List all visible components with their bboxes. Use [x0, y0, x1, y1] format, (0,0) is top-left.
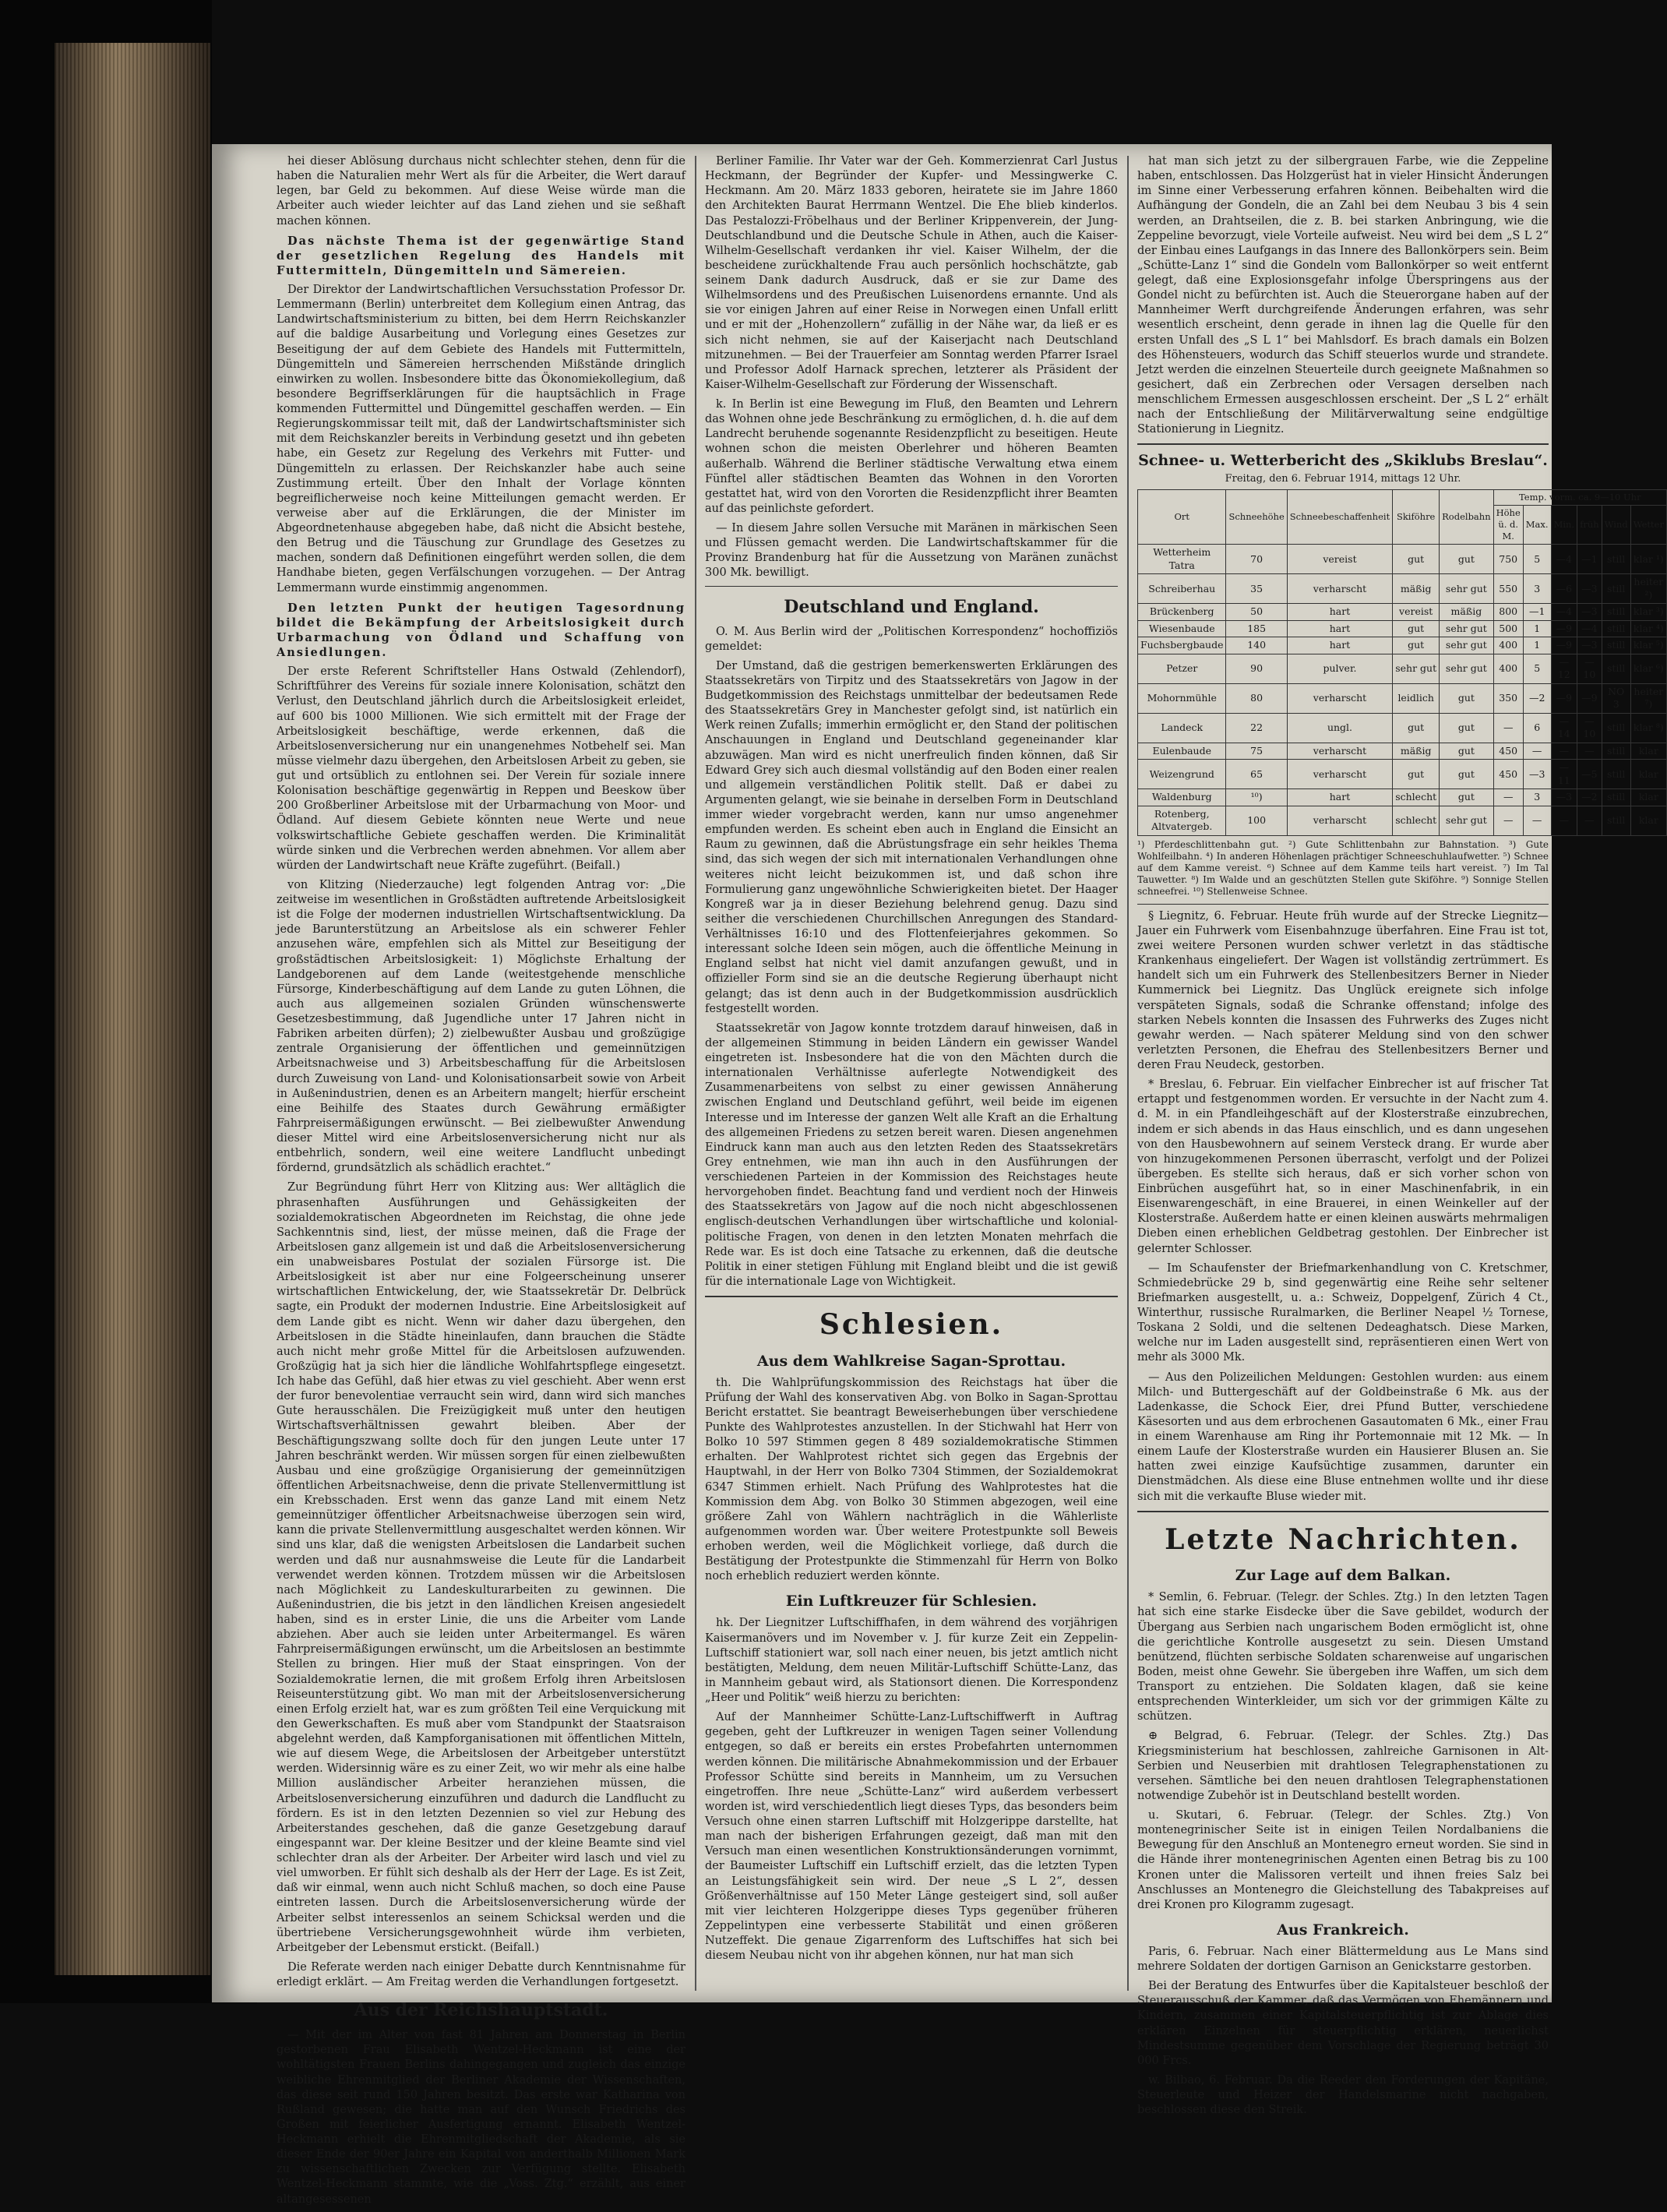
table-cell: still	[1602, 545, 1630, 574]
table-cell: sehr gut	[1393, 654, 1440, 683]
table-cell: verharscht	[1287, 760, 1392, 789]
table-cell: still	[1602, 760, 1630, 789]
table-header: Ort	[1138, 489, 1226, 545]
table-header: Temp. vorm. ca. 9—10 Uhr	[1493, 489, 1666, 505]
table-cell: sehr gut	[1440, 654, 1493, 683]
divider	[705, 1296, 1118, 1297]
table-cell: —3	[1577, 574, 1602, 604]
table-cell: —4	[1577, 620, 1602, 637]
table-cell: —	[1493, 806, 1523, 835]
table-cell: —10	[1577, 654, 1602, 683]
table-cell: Wetterheim Tatra	[1138, 545, 1226, 574]
table-cell: 1	[1523, 637, 1551, 654]
table-header: Rodelbahn	[1440, 489, 1493, 545]
paragraph: hei dieser Ablösung durchaus nicht schlechter stehen, denn für die haben die Naturalien mehr Wert als für die Arbeiter, die Wert darauf legen, bar Geld zu bekommen. Auf diese Weise würde man die Arbeiter auch wieder leichter auf das Land ziehen und sie seßhaft machen können.	[277, 155, 685, 228]
paragraph: — In diesem Jahre sollen Versuche mit Maränen in märkischen Seen und Flüssen gemacht werden. Die Landwirtschaftskammer für die Provinz Brandenburg hat für die Aussetzung von Maränen zunächst 300 Mk. bewilligt.	[705, 522, 1118, 580]
table-cell: 70	[1226, 545, 1287, 574]
table-cell: —3	[1523, 760, 1551, 789]
table-cell: klar	[1630, 806, 1666, 835]
paragraph: Der Umstand, daß die gestrigen bemerkenswerten Erklärungen des Staatssekretärs von Tirpitz und des Staatssekretärs von Jagow in der Budgetkommission des Reichstags unmittelbar der bedeutsamen Rede des Staatssekretärs Grey in Manchester gefolgt sind, ist natürlich ein Werk reinen Zufalls; immerhin ermöglicht er, den Stand der politischen Anschauungen in England und Deutschland gegeneinander klar abzuwägen. Man wird es nicht unerfreulich finden können, daß Sir Edward Grey sich auch diesmal vollständig auf den Boden einer realen und allgemein verständlichen Politik stellt. Daß er dabei zu Argumenten gelangt, wie sie beinahe in derselben Form in Deutschland immer wieder vorgebracht werden, kann nur umso angenehmer empfunden werden. Es scheint eben auch in England die Einsicht an Raum zu gewinnen, daß die Abrüstungsfrage ein sehr heikles Thema sind, das sich wegen der sich mit internationalen Verhandlungen ohne weiteres nicht leicht beizukommen ist, und daß schon ihre Formulierung ganz ungewöhnliche Schwierigkeiten bietet. Der Haager Kongreß war ja in dieser Beziehung belehrend genug. Dazu sind seither die verschiedenen Churchillschen Anregungen des Standard-Verhältnisses 16:10 und des Flottenfeierjahres gekommen. So interessant solche Ideen sein mögen, auch die öffentliche Meinung in England selbst hat nicht viel damit anzufangen gewußt, und in offizieller Form sind sie an die deutsche Regierung überhaupt nicht gelangt; das ist denn auch in der Budgetkommission ausdrücklich festgestellt worden.	[705, 659, 1118, 1015]
table-cell: 800	[1493, 604, 1523, 621]
table-cell: still	[1602, 743, 1630, 760]
paragraph: u. Skutari, 6. Februar. (Telegr. der Schles. Ztg.) Von montenegrinischer Seite ist in einigen Teilen Nordalbaniens die Bewegung für den Anschluß an Montenegro erneut worden. Sie sind in die Hände ihrer montenegrinischen Agenten einen Betrag bis zu 100 Kronen unter die Malissoren verteilt und ihnen freies Salz bei Anschlusses an Montenegro die Gleichstellung des Tabakpreises auf drei Kronen pro Kilogramm zugesagt.	[1137, 1809, 1549, 1911]
section-heading: Deutschland und England.	[784, 596, 1039, 617]
paragraph: Zur Begründung führt Herr von Klitzing aus: Wer alltäglich die phrasenhaften Ausführungen und Gehässigkeiten der sozialdemokratischen Abgeordneten im Reichstag, die ohne jede Sachkenntnis sind, liest, der müsse meinen, daß die Frage der Arbeitslosen ganz allgemein ist und daß die Arbeitslosenversicherung ein unabweisbares Postulat der sozialen Fürsorge ist. Die Arbeitslosigkeit ist aber nur eine Folgeerscheinung unserer wirtschaftlichen Entwickelung, der, wie Staatssekretär Dr. Delbrück sagte, ein Produkt der modernen Industrie. Eine Arbeitslosigkeit auf dem Lande gibt es nicht. Wenn wir daher dazu übergehen, den Arbeitslosen in die Städte hineinlaufen, dann brauchen die Städte auch nicht mehr große Mittel für die Arbeitslosen aufzuwenden. Großzügig hat ja sich hier die ländliche Wohlfahrtspflege eingesetzt. Ich habe das Gefühl, daß hier etwas zu viel geschieht. Aber wenn erst der furor benevolentiae verraucht sein wird, dann wird sich manches Gute herausschälen. Die Freizügigkeit muß unter den heutigen Wirtschaftsverhältnissen gewahrt bleiben. Aber der Beschäftigungszwang sollte doch für den jungen Leute unter 17 Jahren beschränkt werden. Wir müssen sorgen für einen zielbewußten Ausbau und eine großzügige Organisierung der gemeinnützigen öffentlichen Arbeitsnachweise, denn die private Stellenvermittlung ist ein Krebsschaden. Erst wenn das ganze Land mit einem Netz gemeinnütziger öffentlicher Arbeitsnachweise überzogen sein wird, kann die private Stellenvermittlung ausgeschaltet werden können. Wir sind uns klar, daß die wenigsten Arbeitslosen die Landarbeit suchen werden und daß nur ausnahmsweise die Leute für die Landarbeit verwendet werden können. Trotzdem müssen wir die Arbeitslosen nach Möglichkeit zu Landeskulturarbeiten zu gewinnen. Die Außenindustrien, die bis jetzt in den ländlichen Kreisen angesiedelt haben, sind es in erster Linie, die uns die Arbeiter vom Lande abziehen. Aber auch sie leiden unter Arbeitermangel. Es wären Fahrpreisermäßigungen erwünscht, um die Arbeitslosen an bestimmte Stellen zu bringen. Hier muß der Staat einspringen. Von der Sozialdemokratie lernen, die mit großem Erfolg ihren Arbeitslosen Reiseunterstützung gibt. Wo man mit der Arbeitslosenversicherung einen Erfolg erzielt hat, war es zum größten Teil eine Verquickung mit den Gewerkschaften. Es muß aber vom Standpunkt der Staatsraison abgelehnt werden, daß Kampforganisationen mit öffentlichen Mitteln, wie auf diesem Wege, die Arbeitslosen der Arbeitgeber unterstützt werden. Widersinnig wäre es zu einer Zeit, wo wir mehr als eine halbe Million ausländischer Arbeiter heranziehen müssen, die Arbeitslosenversicherung einzuführen und dadurch die Landflucht zu fördern. Es ist in den letzten Dezennien so viel zur Hebung des Arbeiterstandes geschehen, daß die ganze Gesetzgebung darauf eingespannt war. Der kleine Besitzer und der kleine Beamte sind viel schlechter dran als der Arbeiter. Der Arbeiter wird lasch und viel zu viel umworben. Er fühlt sich deshalb als der Herr der Lage. Es ist Zeit, daß wir einmal, wenn auch nicht Schluß machen, so doch eine Pause eintreten lassen. Durch die Arbeitslosenversicherung würde der Arbeiter selbst interessenlos an seinem Schicksal werden und die übertriebene Versicherungsgewohnheit würde ihm verbieten, Arbeitgeber der Lebensmut erstickt. (Beifall.)	[277, 1181, 685, 1954]
section-heading: Aus der Reichshauptstadt.	[354, 2000, 608, 2021]
section-lead: Das nächste Thema ist der gegenwärtige Stand der gesetzlichen Regelung des Handels mit Futtermitteln, Düngemitteln und Sämereien.	[277, 234, 685, 277]
table-cell: —4	[1551, 604, 1577, 621]
table-cell: Fuchsbergbaude	[1138, 637, 1226, 654]
table-cell: Weizengrund	[1138, 760, 1226, 789]
paragraph: Staatssekretär von Jagow konnte trotzdem darauf hinweisen, daß in der allgemeinen Stimmung in beiden Ländern ein gewisser Wandel eingetreten ist. Insbesondere hat die von den Mächten durch die internationalen Verhältnisse auferlegte Notwendigkeit des Zusammenarbeitens von selbst zu einer gewissen Annäherung zwischen England und Deutschland geführt, weil beide im eigenen Interesse und im Interesse der ganzen Welt alle Kraft an die Erhaltung des allgemeinen Friedens zu setzen bereit waren. Diesen angenehmen Eindruck kann man auch aus den letzten Reden des Staatssekretärs Grey entnehmen, wie man ihn auch in den Ausführungen der verschiedenen Parteien in der Kommission des Reichstages heute hervorgehoben findet. Beachtung fand und verdient noch der Hinweis des Staatssekretärs von Jagow auf die noch nicht abgeschlossenen englisch-deutschen Verhandlungen über wirtschaftliche und kolonial-politische Fragen, von denen in den letzten Monaten mehrfach die Rede war. Es ist doch eine Tatsache zu erkennen, daß die deutsche Politik in einer stetigen Fühlung mit England bleibt und die ist gewiß für die internationale Lage von Wichtigkeit.	[705, 1021, 1118, 1288]
table-cell: Schreiberhau	[1138, 574, 1226, 604]
table-cell: 750	[1493, 545, 1523, 574]
sub-heading: Aus dem Wahlkreise Sagan-Sprottau.	[756, 1352, 1066, 1370]
table-row	[1138, 789, 1667, 806]
table-cell: 3	[1523, 789, 1551, 806]
paragraph: Der Direktor der Landwirtschaftlichen Versuchsstation Professor Dr. Lemmermann (Berlin) unterbreitet dem Kollegium einen Antrag, das Landwirtschaftsministerium zu bitten, bei dem Herrn Reichskanzler auf die baldige Ausarbeitung und Vorlegung eines Gesetzes zur Beseitigung der auf dem Gebiete des Handels mit Futtermitteln, Düngemitteln und Sämereien herrschenden Mißstände dringlich einwirken zu wollen. Insbesondere bitte das Ökonomiekollegium, daß besondere Begriffserklärungen für die hauptsächlich in Frage kommenden Futtermittel und Düngemittel geschaffen werden. — Ein Regierungskommissar teilt mit, daß der Landwirtschaftsminister sich mit dem Reichskanzler bereits in Verbindung gesetzt und ihn gebeten habe, ein Gesetz zur Regelung des Verkehrs mit Futter- und Düngemitteln zu erlassen. Der Reichskanzler habe auch seine Zustimmung erteilt. Über den Inhalt der Vorlage könnten begreiflicherweise noch keine Mitteilungen gemacht werden. Er verweise aber auf die Erklärungen, die der Minister im Abgeordnetenhause abgegeben habe, daß nicht die Absicht bestehe, den Betrug und die Täuschung zur Grundlage des Gesetzes zu machen, sondern daß Definitionen eingeführt werden sollen, die dem Handhabe bieten, gegen Verfälschungen vorzugehen. — Der Antrag Lemmermann wurde einstimmig angenommen.	[277, 284, 685, 594]
divider	[1137, 443, 1549, 445]
table-cell: gut	[1440, 713, 1493, 743]
table-cell: schlecht	[1393, 806, 1440, 835]
table-cell: hart	[1287, 620, 1392, 637]
table-cell: Mohornmühle	[1138, 683, 1226, 713]
paragraph: k. In Berlin ist eine Bewegung im Fluß, den Beamten und Lehrern das Wohnen ohne jede Beschränkung zu ermöglichen, d. h. die auf dem Landrecht beruhende sogenannte Residenzpflicht zu beseitigen. Heute wohnen schon die meisten Oberlehrer und höheren Beamten außerhalb. Während die Berliner städtische Verwaltung etwa einem Fünftel aller städtischen Beamten das Wohnen in den Vororten gestattet hat, wird von den Vororten die Residenzpflicht ihrer Beamten auf das peinlichste gefordert.	[705, 398, 1118, 515]
table-cell: —	[1523, 743, 1551, 760]
table-cell: 450	[1493, 760, 1523, 789]
table-cell: klar ³)	[1630, 604, 1666, 621]
table-cell: Eulenbaude	[1138, 743, 1226, 760]
paragraph: Paris, 6. Februar. Nach einer Blättermeldung aus Le Mans sind mehrere Soldaten der dortigen Garnison an Genickstarre gestorben.	[1137, 1945, 1549, 1974]
table-cell: 5	[1523, 545, 1551, 574]
weather-report-date: Freitag, den 6. Februar 1914, mittags 12 Uhr.	[1225, 473, 1461, 485]
table-cell: gut	[1393, 637, 1440, 654]
table-cell: NO 3	[1602, 683, 1630, 713]
table-row	[1138, 604, 1667, 621]
paragraph: hat man sich jetzt zu der silbergrauen Farbe, wie die Zeppeline haben, entschlossen. Das Holzgerüst hat in vieler Hinsicht Änderungen im Sinne einer Verbesserung erfahren können. Beibehalten wird die Aufhängung der Gondeln, die an Zahl bei dem Neubau 3 bis 4 sein werden, an Drahtseilen, die z. B. bei starken Anbringung, wie die Zeppeline bevorzugt, viele Vorteile aufweist. Neu wird bei dem „S L 2“ der Einbau eines Laufgangs in das Innere des Ballonkörpers sein. Beim „Schütte-Lanz 1“ sind die Gondeln vom Ballonkörper so weit entfernt gelegt, daß eine Explosionsgefahr infolge Überspringens aus der Gondel nicht zu befürchten ist. Auch die Steuerorgane haben auf der Mannheimer Werft durchgreifende Änderungen erfahren, was sehr wesentlich erscheint, denn gerade in ihnen lag die Quelle für den ersten Unfall des „S L 1“ bei Mahlsdorf. Es brach damals ein Bolzen des Höhensteuers, wodurch das Schiff steuerlos wurde und strandete. Jetzt werden die einzelnen Steuerteile durch geeignete Maßnahmen so gesichert, daß ein Zerbrechen oder Versagen derselben nach menschlichem Ermessen ausgeschlossen erscheint. Der „S L 2“ erhält nach der Entschließung der Militärverwaltung seine endgültige Stationierung in Liegnitz.	[1137, 155, 1549, 436]
table-header: Wind	[1602, 505, 1630, 545]
table-cell: Rotenberg, Altvatergeb.	[1138, 806, 1226, 835]
table-cell: —2	[1523, 683, 1551, 713]
table-cell: —	[1493, 713, 1523, 743]
table-cell: hart	[1287, 637, 1392, 654]
table-row	[1138, 743, 1667, 760]
table-cell: —6	[1551, 574, 1577, 604]
table-cell: mäßig	[1393, 743, 1440, 760]
table-cell: leidlich	[1393, 683, 1440, 713]
table-cell: —	[1551, 743, 1577, 760]
paragraph: Die Referate werden nach einiger Debatte durch Kenntnisnahme für erledigt erklärt. — Am Freitag werden die Verhandlungen fortgesetzt.	[277, 1960, 685, 1988]
table-row	[1138, 574, 1667, 604]
column-2	[705, 154, 1118, 1968]
weather-table	[1137, 489, 1667, 836]
table-cell: 50	[1226, 604, 1287, 621]
table-header: Schneehöhe	[1226, 489, 1287, 545]
table-cell: ¹⁰)	[1226, 789, 1287, 806]
paragraph: Bei der Beratung des Entwurfes über die Kapitalsteuer beschloß der Steuerausschuß der Kammer, daß das Vermögen von Ehemännern und Kindern, zusammen einer Kapitalsteuerpflichtig ist zur Ablage dies erklären Einzelnen für steuerpflichtig erklären, neuerlichst Mindestsumme gegenüber dem Vorschlage der Regierung beträgt 30 000 Frcs.	[1137, 1980, 1549, 2067]
table-cell: still	[1602, 604, 1630, 621]
table-cell: —12	[1551, 654, 1577, 683]
table-cell: —5	[1577, 760, 1602, 789]
table-cell: 5	[1523, 654, 1551, 683]
table-cell: —1	[1523, 604, 1551, 621]
table-cell: hart	[1287, 789, 1392, 806]
table-cell: gut	[1440, 789, 1493, 806]
table-header: Skiföhre	[1393, 489, 1440, 545]
table-row	[1138, 683, 1667, 713]
column-rule-2	[1127, 156, 1129, 1991]
table-header: Wetter	[1630, 505, 1666, 545]
table-cell: —3	[1577, 604, 1602, 621]
paragraph: von Klitzing (Niederzauche) legt folgenden Antrag vor: „Die zeitweise im wesentlichen in Großstädten auftretende Arbeitslosigkeit ist die Folge der modernen industriellen Wirtschaftsentwicklung. Da jede Barunterstützung an Arbeitslose als ein schwerer Fehler anzusehen wäre, empfehlen sich als Mittel zur Beseitigung der großstädtischen Arbeitslosigkeit: 1) Möglichste Erhaltung der Landgeborenen auf dem Lande (weitestgehende menschliche Fürsorge, Kinderbeschäftigung auf dem Lande zu guten Löhnen, die auch aus allgemeinen sozialen Gründen wünschenswerte Gesetzesbestimmung, daß Jugendliche unter 17 Jahren nicht in Fabriken arbeiten dürfen); 2) zielbewußter Ausbau und großzügige zentrale Organisierung der öffentlichen und gemeinnützigen Arbeitsnachweise und 3) Arbeitsbeschaffung für die Arbeitslosen durch Zuweisung von Land- und Kolonisationsarbeit sowie von Arbeit in Außenindustrien, denen es an Arbeitern mangelt; hierfür erscheint eine Beihilfe des Staates durch Gewährung ermäßigter Fahrpreisermäßigungen erwünscht. — Bei zielbewußter Anwendung dieser Mittel wird eine Arbeitslosenversicherung nicht nur als entbehrlich, sondern, weil eine weitere Landflucht unbedingt fördernd, grundsätzlich als schädlich erachtet.“	[277, 878, 685, 1175]
column-1	[277, 154, 685, 2212]
table-cell: pulver.	[1287, 654, 1392, 683]
table-cell: —9	[1551, 637, 1577, 654]
table-cell: gut	[1393, 620, 1440, 637]
table-cell: klar ⁵)	[1630, 637, 1666, 654]
table-cell: —9	[1577, 683, 1602, 713]
sub-heading: Ein Luftkreuzer für Schlesien.	[785, 1593, 1038, 1610]
sub-heading: Aus Frankreich.	[1277, 1921, 1409, 1939]
table-row	[1138, 654, 1667, 683]
table-header: Schneebeschaffenheit	[1287, 489, 1392, 545]
table-cell: gut	[1440, 743, 1493, 760]
table-cell: vereist	[1393, 604, 1440, 621]
section-title: Letzte Nachrichten.	[1165, 1522, 1521, 1556]
table-cell: Brückenberg	[1138, 604, 1226, 621]
table-cell: Waldenburg	[1138, 789, 1226, 806]
table-header: Höhe ü. d. M.	[1493, 505, 1523, 545]
table-cell: still	[1602, 789, 1630, 806]
table-cell: ungl.	[1287, 713, 1392, 743]
table-cell: gut	[1393, 545, 1440, 574]
table-cell: heiter ⁷)	[1630, 683, 1666, 713]
table-header: Min.	[1551, 505, 1577, 545]
table-cell: verharscht	[1287, 683, 1392, 713]
table-cell: —1	[1577, 545, 1602, 574]
column-3	[1137, 154, 1664, 2122]
table-cell: still	[1602, 574, 1630, 604]
table-cell: —10	[1577, 713, 1602, 743]
table-cell: 185	[1226, 620, 1287, 637]
table-cell: 140	[1226, 637, 1287, 654]
paragraph: — Mit der im Alter von fast 81 Jahren am Donnerstag in Berlin gestorbenen Frau Elisabeth Wentzel-Heckmann ist eine der wohltätigsten Frauen Berlins dahingegangen und zugleich das einzige weibliche Ehrenmitglied der Berliner Akademie der Wissenschaften, das diese seit rund 150 Jahren besitzt. Das erste war Katharina von Rußland gewesen; die hatte man auf den Wunsch Friedrichs des Großen mit feierlicher Ausfertigung ernannt. Elisabeth Wentzel-Heckmann erhielt die Ehrenmitgliedschaft der Akademie, als sie dieser Ende der 90er Jahre ein Kapital von anderthalb Millionen Mark zu wissenschaftlichen Zwecken zur Verfügung stellte. Elisabeth Wentzel-Heckmann stammte, wie die „Voss. Ztg.“ erzählt, aus einer altangesessenen	[277, 2029, 685, 2206]
table-cell: klar ⁴)	[1630, 620, 1666, 637]
table-row	[1138, 620, 1667, 637]
table-cell: gut	[1440, 683, 1493, 713]
table-cell: —9	[1551, 620, 1577, 637]
weather-report-title: Schnee- u. Wetterbericht des „Skiklubs Breslau“.	[1138, 452, 1548, 470]
table-cell: schlecht	[1393, 789, 1440, 806]
divider	[705, 586, 1118, 587]
table-cell: gut	[1393, 713, 1440, 743]
table-cell: verharscht	[1287, 574, 1392, 604]
table-cell: 80	[1226, 683, 1287, 713]
table-cell: vereist	[1287, 545, 1392, 574]
table-cell: klar ⁶)	[1630, 654, 1666, 683]
table-cell: 3	[1523, 574, 1551, 604]
table-cell: 400	[1493, 637, 1523, 654]
table-cell: still	[1602, 620, 1630, 637]
table-cell: sehr gut	[1440, 637, 1493, 654]
table-cell: 1	[1523, 620, 1551, 637]
paragraph: — Im Schaufenster der Briefmarkenhandlung von C. Kretschmer, Schmiedebrücke 29 b, sind gegenwärtig eine Reihe sehr seltener Briefmarken ausgestellt, u. a.: Schweiz, Doppelgenf, Zürich 4 Ct., Winterthur, russische Ruralmarken, die Berliner Neapel ½ Tornese, Toskana 2 Soldi, und die seltenen Dedeaghatsch. Diese Marken, welche nur im Laden ausgestellt sind, repräsentieren einen Wert von mehr als 3000 Mk.	[1137, 1261, 1549, 1364]
table-cell: klar ⁸)	[1630, 713, 1666, 743]
table-cell: —3	[1577, 637, 1602, 654]
table-cell: sehr gut	[1440, 620, 1493, 637]
table-cell: klar	[1630, 789, 1666, 806]
table-row	[1138, 637, 1667, 654]
divider	[1137, 1511, 1549, 1512]
table-cell: 350	[1493, 683, 1523, 713]
section-lead: Den letzten Punkt der heutigen Tagesordnung bildet die Bekämpfung der Arbeitslosigkeit durch Urbarmachung von Ödland und Schaffung von Ansiedlungen.	[277, 601, 685, 659]
table-cell: —	[1551, 806, 1577, 835]
table-cell: still	[1602, 654, 1630, 683]
table-row	[1138, 760, 1667, 789]
table-cell: hart	[1287, 604, 1392, 621]
paragraph: — Aus den Polizeilichen Meldungen: Gestohlen wurden: aus einem Milch- und Buttergeschäft auf der Goldbeinstraße 6 Mk. aus der Ladenkasse, die Schock Eier, drei Pfund Butter, verschiedene Käsesorten und aus dem erbrochenen Gasautomaten 6 Mk., einer Frau in einem Warenhause am Ring ihr Portemonnaie mit 12 Mk. — In einem Laufe der Klosterstraße wurden ein Hausierer Blusen an. Sie hatten zwei einzige Kaufsüchtige zusammen, darunter ein Dienstmädchen. Als diese eine Bluse entnehmen wollte und ihr diese sich mit die verkaufte Bluse wieder mit.	[1137, 1371, 1549, 1503]
table-cell: klar ¹)	[1630, 545, 1666, 574]
table-cell: mäßig	[1440, 604, 1493, 621]
paragraph: * Breslau, 6. Februar. Ein vielfacher Einbrecher ist auf frischer Tat ertappt und festgenommen worden. Er versuchte in der Nacht zum 4. d. M. in ein Pfandleihgeschäft auf der Klosterstraße einzubrechen, indem er sich abends in das Haus einschlich, und es dann ungesehen von den Hausbewohnern auf seinem Versteck drang. Er wurde aber von hinzugekommenen Personen überrascht, verfolgt und der Polizei übergeben. Es stellte sich heraus, daß er sich vorher schon von Einbrüchen ausgeführt hat, so in einer Maschinenfabrik, in ein Eisenwarengeschäft, in eine Brauerei, in einen Weinkeller auf der Klosterstraße. Außerdem hatte er einen kleinen auswärts mehrmaligen Dieben einen erheblichen Geldbetrag gestohlen. Der Einbrecher ist gelernter Schlosser.	[1137, 1078, 1549, 1255]
book-page-edges	[55, 43, 210, 1975]
table-cell: klar	[1630, 743, 1666, 760]
table-cell: 35	[1226, 574, 1287, 604]
table-cell: sehr gut	[1440, 574, 1493, 604]
table-cell: —	[1577, 806, 1602, 835]
table-cell: —	[1523, 806, 1551, 835]
weather-footnotes: ¹) Pferdeschlittenbahn gut. ²) Gute Schlittenbahn zur Bahnstation. ³) Gute Wohlfeilbahn. ⁴) In anderen Höhenlagen prächtiger Schneeschuhlaufwetter. ⁵) Schnee auf dem Kamme vereist. ⁶) Schnee auf dem Kamme teils hart vereist. ⁷) Im Tal Tauwetter. ⁸) Im Walde und an geschützten Stellen gute Skiföhre. ⁹) Sonnige Stellen schneefrei. ¹⁰) Stellenweise Schnee.	[1137, 838, 1549, 897]
table-cell: verharscht	[1287, 743, 1392, 760]
paragraph: Berliner Familie. Ihr Vater war der Geh. Kommerzienrat Carl Justus Heckmann, der Begründer der Kupfer- und Messingwerke C. Heckmann. Am 20. März 1833 geboren, heiratete sie im Jahre 1860 den Architekten Baurat Herrmann Wentzel. Die Ehe blieb kinderlos. Das Pestalozzi-Fröbelhaus und der Berliner Krippenverein, der Jung-Deutschlandbund und die Deutsche Schule in Athen, auch die Kaiser-Wilhelm-Gesellschaft verdanken ihr viel. Kaiser Wilhelm, der die bescheidene zurückhaltende Frau auch persönlich hochschätzte, gab seinem Dank dadurch Ausdruck, daß er sie zur Dame des Wilhelmsordens und des Preußischen Luisenordens ernannte. Und als sie vor einigen Jahren auf einer Reise in Norwegen einen Unfall erlitt und er mit der „Hohenzollern“ zufällig in der Nähe war, da ließ er es sich nicht nehmen, sie auf der Kaiserjacht nach Deutschland mitzunehmen. — Bei der Trauerfeier am Sonntag werden Pfarrer Israel und Professor Adolf Harnack sprechen, letzterer als Präsident der Kaiser-Wilhelm-Gesellschaft zur Förderung der Wissenschaft.	[705, 155, 1118, 391]
paragraph: O. M. Aus Berlin wird der „Politischen Korrespondenz“ hochoffiziös gemeldet:	[705, 625, 1118, 653]
table-cell: —11	[1551, 760, 1577, 789]
table-cell: verharscht	[1287, 806, 1392, 835]
table-cell: —	[1493, 789, 1523, 806]
table-cell: 90	[1226, 654, 1287, 683]
table-cell: mäßig	[1393, 574, 1440, 604]
paragraph: hk. Der Liegnitzer Luftschiffhafen, in dem während des vorjährigen Kaisermanövers und im November v. J. für kurze Zeit ein Zeppelin-Luftschiff stationiert war, soll nach einer neuen, bis jetzt amtlich nicht bestätigten, Meldung, dem neuen Militär-Luftschiff Schütte-Lanz, das in Mannheim gebaut wird, als Stationsort dienen. Die Korrespondenz „Heer und Politik“ weiß hierzu zu berichten:	[705, 1617, 1118, 1705]
table-header: Max.	[1523, 505, 1551, 545]
paragraph: * Semlin, 6. Februar. (Telegr. der Schles. Ztg.) In den letzten Tagen hat sich eine starke Eisdecke über die Save gebildet, wodurch der Übergang aus Serbien nach ungarischem Boden ermöglicht ist, ohne die gerichtliche Kontrolle ausgesetzt zu sein. Diesen Umstand benützend, flüchten serbische Soldaten scharenweise auf ungarischen Boden, meist ohne Gewehr. Sie übergeben ihre Waffen, um sich dem Transport zu entziehen. Die Soldaten klagen, daß sie keine entsprechenden Winterkleider, um sich vor der grimmigen Kälte zu schützen.	[1137, 1591, 1549, 1723]
table-header: früh	[1577, 505, 1602, 545]
table-cell: Landeck	[1138, 713, 1226, 743]
table-cell: —2	[1577, 789, 1602, 806]
table-cell: —	[1577, 743, 1602, 760]
table-cell: gut	[1440, 760, 1493, 789]
table-cell: 65	[1226, 760, 1287, 789]
paragraph: ⊕ Belgrad, 6. Februar. (Telegr. der Schles. Ztg.) Das Kriegsministerium hat beschlossen, zahlreiche Garnisonen in Alt-Serbien und Neuserbien mit drahtlosen Telegraphenstationen zu versehen. Sämtliche bei den neuen drahtlosen Telegraphenstationen notwendige Zubehör ist in Deutschland bestellt worden.	[1137, 1730, 1549, 1802]
table-cell: Wiesenbaude	[1138, 620, 1226, 637]
table-cell: 450	[1493, 743, 1523, 760]
table-cell: klar	[1630, 760, 1666, 789]
table-cell: 100	[1226, 806, 1287, 835]
table-cell: 75	[1226, 743, 1287, 760]
table-cell: 550	[1493, 574, 1523, 604]
table-cell: still	[1602, 713, 1630, 743]
section-title: Schlesien.	[819, 1308, 1004, 1342]
paragraph: Auf der Mannheimer Schütte-Lanz-Luftschiffwerft in Auftrag gegeben, geht der Luftkreuzer in wenigen Tagen seiner Vollendung entgegen, so daß er bereits ein erstes Probefahrten unternommen werden können. Die militärische Abnahmekommission und der Erbauer Professor Schütte sind bereits in Mannheim, um zu Versuchen eingetroffen. Ihre neue „Schütte-Lanz“ wird außerdem verbessert worden ist, wird verschiedentlich liegt dieses Typs, das besonders beim Versuch ohne einen starren Luftschiff mit Holzgerippe darstellte, hat man nach der bisherigen Erfahrungen gezeigt, daß man mit den Versuch man einen wesentlichen Konstruktionsänderungen vornimmt, der Baumeister Luftschiff ein Luftschiff erzielt, das die letzten Typen an Leistungsfähigkeit sein wird. Der neue „S L 2“, dessen Größenverhältnisse auf 150 Meter Länge gesteigert sind, soll außer mit vier leichteren Holzgerippe dieses Typs gegenüber früheren Zeppelintypen eine verbesserte Stabilität und einen größeren Nutzeffekt. Die genaue Zigarrenform des Luftschiffes hat sich bei diesem Neubau nicht von ihr abgehen können, nur hat man sich	[705, 1711, 1118, 1963]
table-cell: —4	[1551, 545, 1577, 574]
paragraph: w. Bilbao, 6. Februar. Da die Reeder den Forderungen der Kapitäne, Steuerleute und Heizer der Handelsmarine nicht nachgaben, beschlossen diese den Streik.	[1137, 2073, 1549, 2117]
table-cell: —9	[1551, 683, 1577, 713]
paragraph: Der erste Referent Schriftsteller Hans Ostwald (Zehlendorf), Schriftführer des Vereins für soziale innere Kolonisation, schätzt den Verlust, den Deutschland jährlich durch die Arbeitslosigkeit erleidet, auf 600 bis 1000 Millionen. Wie sich ermittelt mit der Frage der Arbeitslosigkeit beschäftige, werde erkennen, daß die Arbeitslosenversicherung nur ein unangenehmes Notbehelf sei. Man müsse vielmehr dazu übergehen, den Arbeitslosen Arbeit zu geben, sie gut und ortsüblich zu entlohnen sei. Der Verein für soziale innere Kolonisation beschäftige gegenwärtig in Reppen und Beeskow über 200 Großberliner Arbeitslose mit der Urbarmachung von Moor- und Ödland. Auf diesem Gebiete könnten neue Werte und neue volkswirtschaftliche Gebiete geschaffen werden. Die Kriminalität würde sinken und die Verbrechen werden abnehmen. Vor allem aber würden der Landwirtschaft neue Kräfte zugeführt. (Beifall.)	[277, 665, 685, 872]
table-cell: heiter ²)	[1630, 574, 1666, 604]
table-cell: 6	[1523, 713, 1551, 743]
sub-heading: Zur Lage auf dem Balkan.	[1235, 1567, 1451, 1585]
table-cell: Petzer	[1138, 654, 1226, 683]
table-cell: 500	[1493, 620, 1523, 637]
table-cell: gut	[1440, 545, 1493, 574]
table-cell: 22	[1226, 713, 1287, 743]
paragraph: th. Die Wahlprüfungskommission des Reichstags hat über die Prüfung der Wahl des konservativen Abg. von Bolko in Sagan-Sprottau Bericht erstattet. Sie beantragt Beweiserhebungen über verschiedene Punkte des Wahlprotestes anzustellen. In der Stichwahl hat Herr von Bolko 10 597 Stimmen gegen 8 489 sozialdemokratische Stimmen erhalten. Der Wahlprotest richtet sich gegen das Ergebnis der Hauptwahl, in der Herr von Bolko 7304 Stimmen, der Sozialdemokrat 6347 Stimmen erhielt. Nach Prüfung des Wahlprotestes hat die Kommission dem Abg. von Bolko 30 Stimmen abgezogen, weil eine größere Zahl von Wählern nachträglich in die Wählerliste aufgenommen worden war. Über weitere Protestpunkte soll Beweis erhoben werden, weil die Möglichkeit vorliege, daß durch die Bestätigung der Protestpunkte die Stimmenzahl für Herrn von Bolko noch erheblich reduziert werden könnte.	[705, 1376, 1118, 1583]
table-row	[1138, 806, 1667, 835]
table-cell: —14	[1551, 713, 1577, 743]
table-cell: sehr gut	[1440, 806, 1493, 835]
table-row	[1138, 545, 1667, 574]
table-row	[1138, 713, 1667, 743]
table-cell: —3	[1551, 789, 1577, 806]
dark-background	[212, 0, 1552, 144]
table-cell: 400	[1493, 654, 1523, 683]
table-cell: gut	[1393, 760, 1440, 789]
column-rule-1	[695, 156, 696, 1991]
table-cell: still	[1602, 806, 1630, 835]
table-cell: still	[1602, 637, 1630, 654]
paragraph: § Liegnitz, 6. Februar. Heute früh wurde auf der Strecke Liegnitz—Jauer ein Fuhrwerk vom Eisenbahnzuge überfahren. Eine Frau ist tot, zwei weitere Personen wurden schwer verletzt in das städtische Krankenhaus eingeliefert. Der Wagen ist vollständig zertrümmert. Es handelt sich um ein Fuhrwerk des Stellenbesitzers Berner in Nieder Kummernick bei Liegnitz. Das Unglück ereignete sich infolge verspäteten Signals, sodaß die Schranke offenstand; infolge des starken Nebels konnten die Insassen des Fuhrwerks des Zuges nicht gewahr werden. — Nach späterer Meldung sind von den schwer verletzten Personen, die Ehefrau des Stellenbesitzers Berner und deren Frau Neudeck, gestorben.	[1137, 909, 1549, 1072]
divider	[1137, 904, 1549, 905]
